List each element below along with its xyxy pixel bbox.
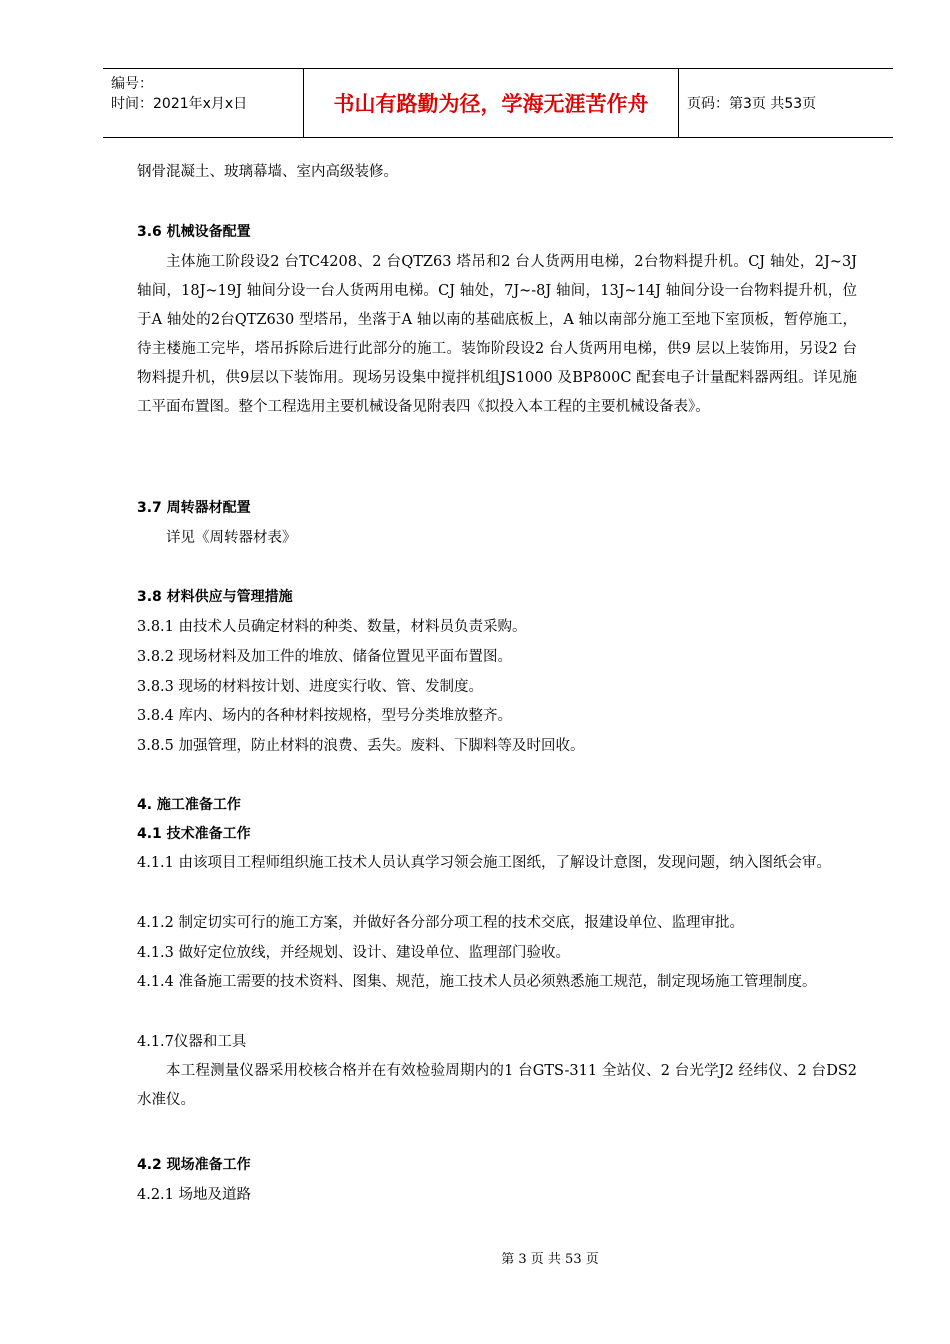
footer-page-number: 第 3 页 共 53 页 <box>501 1252 599 1267</box>
list-item: 4.1.2 制定切实可行的施工方案，并做好各分部分项工程的技术交底，报建设单位、监理审批。 <box>137 915 744 931</box>
list-item: 4.1.4 准备施工需要的技术资料、图集、规范，施工技术人员必须熟悉施工规范，制定现场施工管理制度。 <box>137 974 817 990</box>
page-footer <box>0 1248 950 1267</box>
list-item: 3.8.3 现场的材料按计划、进度实行收、管、发制度。 <box>137 679 484 695</box>
chapter-heading: 4. 施工准备工作 <box>137 797 241 813</box>
section-heading: 4.1 技术准备工作 <box>137 826 251 842</box>
paragraph: 本工程测量仪器采用校核合格并在有效检验周期内的1 台GTS-311 全站仪、2 台光学J2 经纬仪、2 台DS2 水准仪。 <box>137 1063 857 1108</box>
list-item: 3.8.5 加强管理，防止材料的浪费、丢失。废料、下脚料等及时回收。 <box>137 738 585 754</box>
header-page-info: 页码：第3页 共53页 <box>687 96 817 112</box>
paragraph: 详见《周转器材表》 <box>166 530 297 546</box>
list-item: 3.8.4 库内、场内的各种材料按规格，型号分类堆放整齐。 <box>137 708 513 724</box>
page-header <box>103 68 893 138</box>
section-heading: 3.8 材料供应与管理措施 <box>137 589 293 605</box>
paragraph: 主体施工阶段设2 台TC4208、2 台QTZ63 塔吊和2 台人货两用电梯，2台物料提升机。CJ 轴处，2J~3J 轴间，18J~19J 轴间分设一台人货两用电梯。CJ 轴处，7J~-8J 轴间，13J~14J 轴间分设一台物料提升机，位于A 轴处的2台QTZ630 型塔吊，坐落于A 轴以南的基础底板上，A 轴以南部分施工至地下室顶板，暂停施工，待主楼施工完毕，塔吊拆除后进行此部分的施工。装饰阶段设2 台人货两用电梯，供9 层以上装饰用，另设2 台物料提升机，供9层以下装饰用。现场另设集中搅拌机组JS1000 及BP800C 配套电子计量配料器两组。详见施工平面布置图。整个工程选用主要机械设备见附表四《拟投入本工程的主要机械设备表》。 <box>137 254 857 415</box>
list-item: 3.8.2 现场材料及加工件的堆放、储备位置见平面布置图。 <box>137 649 513 665</box>
section-heading: 3.6 机械设备配置 <box>137 224 251 240</box>
list-item: 4.1.3 做好定位放线，并经规划、设计、建设单位、监理部门验收。 <box>137 945 571 961</box>
number-label: 编号： <box>111 76 153 92</box>
paragraph: 钢骨混凝土、玻璃幕墙、室内高级装修。 <box>137 164 398 180</box>
list-item: 3.8.1 由技术人员确定材料的种类、数量，材料员负责采购。 <box>137 619 527 635</box>
section-heading: 4.2 现场准备工作 <box>137 1157 251 1173</box>
subsection-heading: 4.1.7仪器和工具 <box>137 1034 247 1050</box>
time-label: 时间：2021年x月x日 <box>111 96 248 112</box>
section-heading: 3.7 周转器材配置 <box>137 500 251 516</box>
list-item: 4.2.1 场地及道路 <box>137 1187 252 1203</box>
header-motto: 书山有路勤为径，学海无涯苦作舟 <box>304 69 679 137</box>
list-item: 4.1.1 由该项目工程师组织施工技术人员认真学习领会施工图纸，了解设计意图，发现问题，纳入图纸会审。 <box>137 855 831 871</box>
header-left-cell <box>103 69 304 137</box>
